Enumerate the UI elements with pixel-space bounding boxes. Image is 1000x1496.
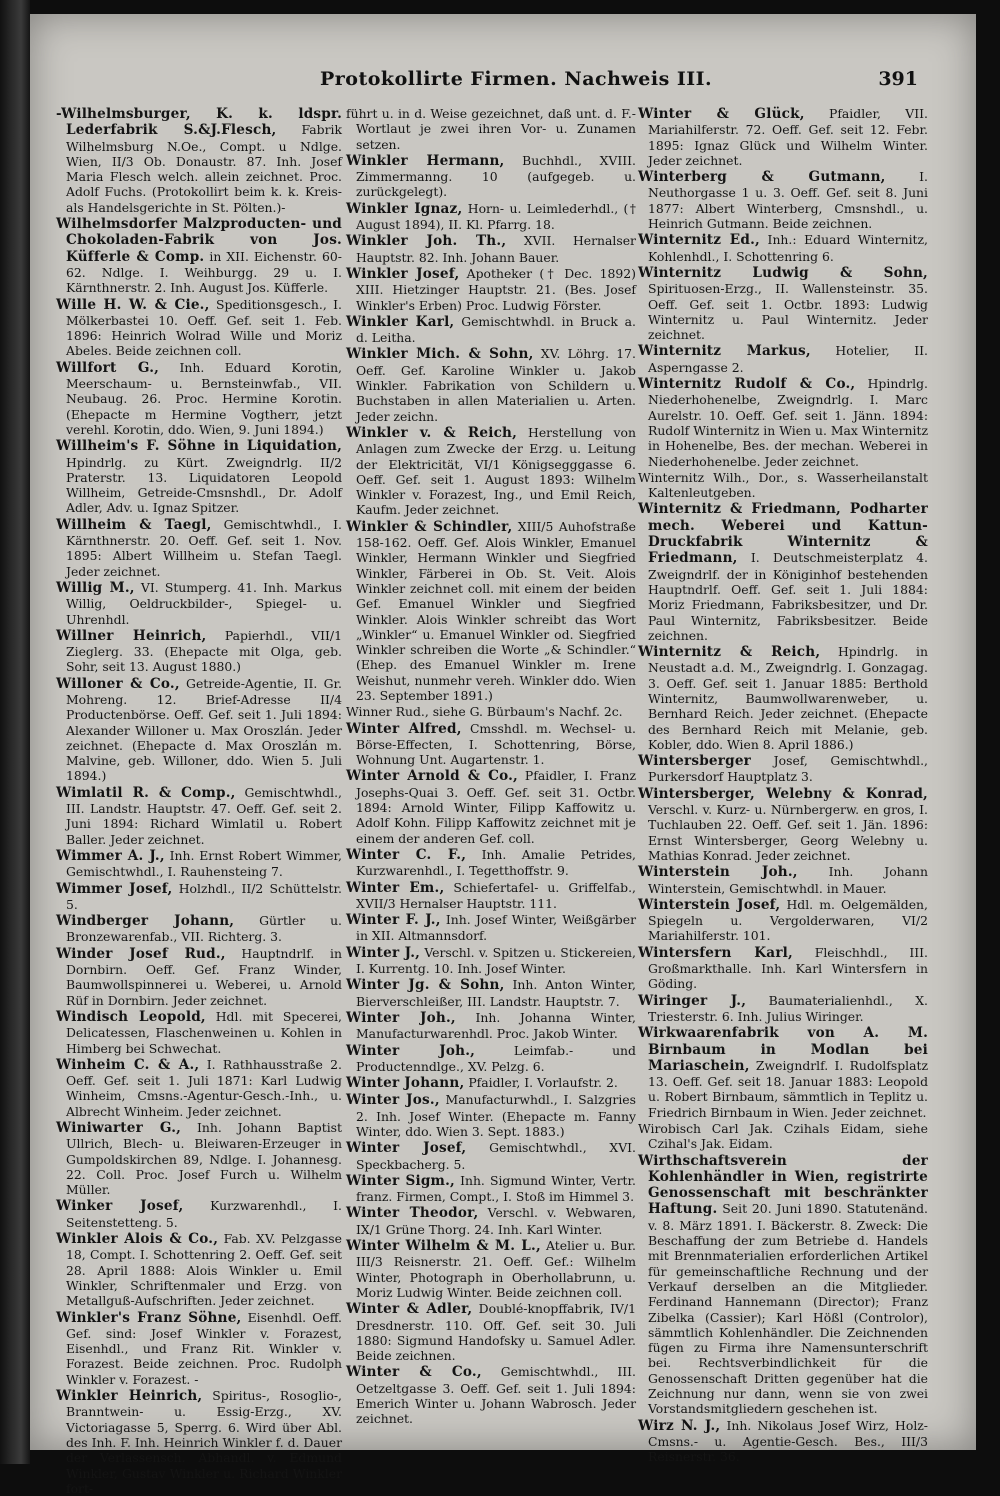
entry-text: Baumaterialienhdl., X. Triesterstr. 6. Inh. Julius Wiringer.	[648, 992, 928, 1024]
entry-text: Pfaidler, VII. Mariahilferstr. 72. Oeff. Gef. seit 12. Febr. 1895: Ignaz Glück und Wilhelm Winter. Jeder zeichnet.	[648, 106, 928, 168]
entry-text: Holzhdl., II/2 Schüttelstr. 5.	[66, 880, 343, 912]
directory-entry	[346, 425, 636, 518]
directory-entry	[638, 897, 928, 944]
column-1	[56, 106, 343, 1496]
entry-text: Josef, Gemischtwhdl., Purkersdorf Hauptplatz 3.	[648, 753, 928, 785]
entry-text: Eisenhdl. Oeff. Gef. sind: Josef Winkler v. Forazest, Eisenhdl., und Franz Rit. Winkler v. Forazest. Beide zeichnen. Proc. Rudolph Winkler v. Forazest. -	[66, 1309, 342, 1387]
directory-entry	[638, 644, 928, 752]
directory-entry	[346, 704, 636, 719]
firm-name: Winkler v. & Reich,	[346, 424, 518, 441]
entry-text: Inh. Josef Winter, Weißgärber in XII. Altmannsdorf.	[356, 912, 636, 944]
entry-text: Gemischtwhdl., III. Landstr. Hauptstr. 47. Oeff. Gef. seit 2. Juni 1894: Richard Wimlatil u. Robert Baller. Jeder zeichnet.	[66, 784, 342, 847]
directory-entry	[346, 106, 636, 152]
entry-text: Gemischtwhdl. in Bruck a. d. Leitha.	[356, 313, 636, 346]
directory-entry	[56, 881, 342, 913]
firm-name: Windisch Leopold,	[56, 1008, 206, 1025]
entry-text: Inh. Johann Baptist Ullrich, Blech- u. Bleiwaren-Erzeuger in Gumpoldskirchen 89, Ndlge. I. Johannesg. 22. Coll. Proc. Josef Furch u. Wilhelm Müller.	[66, 1120, 342, 1198]
firm-name: Winter & Co.,	[346, 1364, 482, 1381]
entry-text: Apotheker († Dec. 1892) XIII. Hietzinger Hauptstr. 21. (Bes. Josef Winkler's Erben) Proc. Ludwig Förster.	[356, 265, 636, 313]
firm-name: Wimmer Josef,	[56, 880, 173, 897]
directory-entry	[346, 519, 636, 704]
firm-name: Winter Jg. & Sohn,	[346, 977, 505, 994]
entry-text: Schiefertafel- u. Griffelfab., XVII/3 Hernalser Hauptstr. 111.	[356, 879, 636, 911]
directory-entry	[56, 297, 342, 359]
directory-entry	[346, 945, 636, 977]
firm-name: Winter Johann,	[346, 1075, 465, 1092]
entry-text: Leimfab.- und Productenndlge., XV. Pelzg. 6.	[356, 1042, 636, 1074]
directory-entry	[638, 265, 928, 342]
entry-text: Hdl. mit Specerei, Delicatessen, Flaschenweinen u. Kohlen in Himberg bei Schwechat.	[66, 1008, 342, 1056]
entry-text: Kurzwarenhdl., I. Seitenstetteng. 5.	[66, 1198, 342, 1230]
firm-name: Winternitz & Reich,	[638, 644, 821, 661]
entry-text: Pfaidler, I. Franz Josephs-Quai 3. Oeff. Gef. seit 31. Octbr. 1894: Arnold Winter, Filipp Kaffowitz u. Adolf Kohn. Filipp Kaffowitz zeichnet mit je einem der anderen Gef. coll.	[356, 768, 636, 846]
entry-text: Hotelier, II. Asperngasse 2.	[648, 343, 928, 375]
firm-name: Winiwarter G.,	[56, 1120, 182, 1136]
entry-text: führt u. in d. Weise gezeichnet, daß unt. d. F.-Wortlaut je zwei ihren Vor- u. Zunamen setzen.	[346, 106, 636, 152]
entry-text: Fab. XV. Pelzgasse 18, Compt. I. Schottenring 2. Oeff. Gef. seit 28. April 1888: Alois Winkler u. Emil Winkler, Schriftenmaler und Erzg. von Metallguß-Aufschriften. Jeder zeichnet.	[66, 1231, 342, 1309]
entry-text: Hauptndrlf. in Dornbirn. Oeff. Gef. Franz Winder, Baumwollspinnerei u. Weberei, u. Arnold Rüf in Dornbirn. Jeder zeichnet.	[66, 945, 342, 1008]
directory-entry	[346, 1238, 636, 1300]
entry-text: Winternitz Wilh., Dor., s. Wasserheilanstalt Kaltenleutgeben.	[638, 469, 928, 501]
entry-text: Manufacturwhdl., I. Salzgries 2. Inh. Josef Winter. (Ehepacte m. Fanny Winter, ddo. Wien 3. Sept. 1883.)	[356, 1092, 636, 1139]
directory-entry	[638, 376, 928, 469]
firm-name: Winkler Alois & Co.,	[56, 1231, 219, 1248]
directory-entry	[346, 346, 636, 423]
firm-name: Winter F. J.,	[346, 912, 441, 929]
entry-text: Seit 20. Juni 1890. Statutenänd. v. 8. März 1891. I. Bäckerstr. 8. Zweck: Die Beschaffung der zum Betriebe d. Handels mit Brennmaterialien erforderlichen Artikel für gemeinschaftliche Rechnung und der Verkauf derselben an die Mitglieder. Ferdinand Hannemann (Director); Franz Zibelka (Cassier); Karl Hößl (Controlor), sämmtlich Kohlenhändler. Die Zeichnenden fügen zu Firma ihre Namensunterschrift bei. Rechtsverbindlichkeit für die Genossenschaft Dritten gegenüber hat die Zeichnung nur dann, wenn sie von zwei Vorstandsmitgliedern geschehen ist.	[648, 1201, 928, 1417]
entry-text: I. Neuthorgasse 1 u. 3. Oeff. Gef. seit 8. Juni 1877: Albert Winterberg, Cmsnshdl., u. Heinrich Gutmann. Beide zeichnen.	[648, 169, 928, 232]
directory-entry	[56, 216, 342, 295]
directory-entry	[638, 343, 928, 375]
firm-name: Winter & Adler,	[346, 1301, 473, 1318]
firm-name: Winter Theodor,	[346, 1205, 479, 1222]
firm-name: Winter Em.,	[346, 879, 445, 896]
directory-entry	[638, 993, 928, 1025]
entry-text: Doublé-knopffabrik, IV/1 Dresdnerstr. 110. Off. Gef. seit 30. Juli 1880: Sigmund Handofsky u. Samuel Adler. Beide zeichnen.	[356, 1301, 636, 1364]
firm-name: Winkler Mich. & Sohn,	[346, 346, 534, 363]
entry-text: Fleischhdl., III. Großmarkthalle. Inh. Karl Wintersfern in Göding.	[648, 944, 928, 992]
entry-text: Inh. Eduard Korotin, Meerschaum- u. Bernsteinwfab., VII. Neubaug. 26. Proc. Hermine Korotin. (Ehepacte m Hermine Vogtherr, jetzt verehl. Korotin, ddo. Wien, 9. Juni 1894.)	[66, 359, 342, 437]
firm-name: Wilhelmsdorfer Malzproducten- und Chokoladen-Fabrik von Jos. Küfferle & Comp.	[56, 216, 342, 265]
firm-name: Wintersberger	[638, 753, 752, 770]
entry-text: Getreide-Agentie, II. Gr. Mohreng. 12. Brief-Adresse II/4 Productenbörse. Oeff. Gef. seit 1. Juli 1894: Alexander Willoner u. Max Oroszlán. Jeder zeichnet. (Ehepacte d. Max Oroszlán m. Malvine, geb. Willoner, ddo. Wien 5. Juli 1894.)	[66, 675, 342, 784]
directory-entry	[56, 848, 342, 880]
directory-entry	[56, 1057, 342, 1119]
entry-text: Inh. Anton Winter, Bierverschleißer, III. Landstr. Hauptstr. 7.	[356, 977, 636, 1009]
directory-entry	[638, 864, 928, 896]
directory-entry	[346, 768, 636, 845]
firm-name: Winterstein Josef,	[638, 896, 781, 913]
directory-entry	[638, 169, 928, 231]
directory-entry	[346, 1075, 636, 1091]
directory-entry	[346, 1092, 636, 1139]
entry-text: Inh. Johanna Winter, Manufacturwarenhdl. Proc. Jakob Winter.	[356, 1009, 636, 1042]
entry-text: Cmsshdl. m. Wechsel- u. Börse-Effecten, I. Schottenring, Börse, Wohnung Unt. Augartenstr. 1.	[356, 720, 636, 768]
directory-entry	[346, 721, 636, 768]
entry-text: I. Deutschmeisterplatz 4. Zweigndrlf. der in Königinhof bestehenden Hauptndrlf. Oeff. Gef. seit 1. Juli 1884: Moriz Friedmann, Fabriksbesitzer, und Dr. Paul Winternitz, Fabriksbesitzer. Beide zeichnen.	[648, 550, 928, 643]
entry-text: Hpindrlg. zu Kürt. Zweigndrlg. II/2 Praterstr. 13. Liquidatoren Leopold Willheim, Getreide-Cmsnshdl., Dr. Adolf Adler, Adv. u. Ignaz Spitzer.	[66, 454, 342, 516]
directory-entry	[56, 946, 342, 1008]
entry-text: Fabrik Wilhelmsburg N.Oe., Compt. u Ndlge. Wien, II/3 Ob. Donaustr. 87. Inh. Josef Maria Flesch welch. allein zeichnet. Proc. Adolf Fuchs. (Protokollirt beim k. k. Kreis- als Handelsgerichte in St. Pölten.)-	[66, 122, 342, 215]
entry-text: in XII. Eichenstr. 60-62. Ndlge. I. Weihburgg. 29 u. I. Kärnthnerstr. 2. Inh. August Jos. Küfferle.	[66, 248, 342, 296]
firm-name: Willheim's F. Söhne in Liquidation,	[56, 438, 342, 455]
entry-text: Spirituosen-Erzg., II. Wallensteinstr. 35. Oeff. Gef. seit 1. Octbr. 1893: Ludwig Winternitz u. Paul Winternitz. Jeder zeichnet.	[648, 281, 928, 343]
entry-text: Spiritus-, Rosoglio-, Branntwein- u. Essig-Erzg., XV. Victoriagasse 5, Sperrg. 6. Wird über Abl. des Inh. F. Inh. Heinrich Winkler f. d. Dauer der Verlassensch. Abhandl. v. Edmund Winkler, Gustav Winkler u. Richard Winkler fort-	[66, 1388, 342, 1496]
entry-text: XVII. Hernalser Hauptstr. 82. Inh. Johann Bauer.	[356, 233, 636, 265]
firm-name: Winder Josef Rud.,	[56, 945, 226, 962]
firm-name: Winker Josef,	[56, 1198, 184, 1215]
firm-name: Willheim & Taegl,	[56, 516, 212, 533]
entry-text: Gemischtwhdl., I. Kärnthnerstr. 20. Oeff. Gef. seit 1. Nov. 1895: Albert Willheim u. Stefan Taegl. Jeder zeichnet.	[66, 516, 342, 579]
directory-entry	[638, 786, 928, 863]
firm-name: Winterberg & Gutmann,	[638, 169, 886, 186]
entry-text: Horn- u. Leimlederhdl., († August 1894), II. Kl. Pfarrg. 18.	[356, 200, 636, 233]
directory-entry	[346, 977, 636, 1009]
directory-entry	[346, 233, 636, 265]
firm-name: Wimmer A. J.,	[56, 847, 165, 864]
firm-name: Winter Sigm.,	[346, 1172, 455, 1189]
firm-name: Winter Joh.,	[346, 1042, 476, 1059]
entry-text: Gürtler u. Bronzewarenfab., VII. Richterg. 3.	[66, 913, 342, 945]
directory-entry	[638, 753, 928, 785]
firm-name: -Wilhelmsburger, K. k. ldspr. Lederfabrik S.&J.Flesch,	[56, 106, 342, 139]
firm-name: Wirz N. J.,	[638, 1417, 721, 1434]
entry-text: Inh. Nikolaus Josef Wirz, Holz-Cmsns.- u. Agentie-Gesch. Bes., III/3 Reisnerstr. 36.	[648, 1417, 928, 1465]
directory-entry	[346, 1364, 636, 1426]
entry-text: Speditionsgesch., I. Mölkerbastei 10. Oeff. Gef. seit 1. Feb. 1896: Heinrich Wolrad Wille und Moriz Abeles. Beide zeichnen coll.	[66, 296, 342, 359]
directory-entry	[56, 1310, 342, 1387]
firm-name: Winter C. F.,	[346, 846, 467, 863]
entry-text: Papierhdl., VII/1 Zieglerg. 33. (Ehepacte mit Olga, geb. Sohr, seit 13. August 1880.)	[66, 627, 342, 675]
firm-name: Winter & Glück,	[638, 106, 805, 122]
entry-text: Gemischtwhdl., XVI. Speckbacherg. 5.	[356, 1140, 636, 1172]
directory-entry	[346, 314, 636, 346]
firm-name: Willoner & Co.,	[56, 675, 180, 692]
directory-entry	[346, 880, 636, 912]
directory-entry	[56, 1388, 342, 1496]
firm-name: Winter Joh.,	[346, 1009, 456, 1026]
binding-edge	[0, 0, 30, 1464]
directory-entry	[638, 1121, 928, 1152]
firm-name: Wirthschaftsverein der Kohlenhändler in Wien, registrirte Genossenschaft mit beschränkter Haftung.	[638, 1152, 928, 1218]
entry-text: Pfaidler, I. Vorlaufstr. 2.	[468, 1075, 618, 1091]
directory-entry	[56, 628, 342, 675]
directory-entry	[56, 106, 342, 215]
entry-text: Inh.: Eduard Winternitz, Kohlenhdl., I. Schottenring 6.	[648, 232, 928, 264]
entry-text: Hpindrlg. in Neustadt a.d. M., Zweigndrlg. I. Gonzagag. 3. Oeff. Gef. seit 1. Januar 1885: Berthold Winternitz, Baumwollwarenweber, u. Bernhard Reich. Jeder zeichnet. (Ehepacte des Bernhard Reich mit Melanie, geb. Kobler, ddo. Wien 8. April 1886.)	[648, 644, 928, 752]
directory-entry	[346, 1010, 636, 1042]
entry-text: Verschl. v. Spitzen u. Stickereien, I. Kurrentg. 10. Inh. Josef Winter.	[356, 944, 636, 977]
firm-name: Winheim C. & A.,	[56, 1056, 200, 1073]
entry-text: Inh. Ernst Robert Wimmer, Gemischtwhdl., I. Rauhensteing 7.	[66, 847, 342, 880]
directory-entry	[346, 266, 636, 313]
directory-entry	[56, 517, 342, 579]
directory-entry	[638, 1025, 928, 1120]
firm-name: Wintersberger, Welebny & Konrad,	[638, 785, 928, 802]
entry-text: Winner Rud., siehe G. Bürbaum's Nachf. 2c.	[346, 704, 623, 720]
directory-entry	[56, 913, 342, 945]
entry-text: Herstellung von Anlagen zum Zwecke der Erzg. u. Leitung der Elektricität, VI/1 Königsegggasse 6. Oeff. Gef. seit 1. August 1893: Wilhelm Winkler v. Forazest, Ing., und Emil Reich, Kaufm. Jeder zeichnet.	[356, 424, 636, 518]
entry-text: Verschl. v. Kurz- u. Nürnbergerw. en gros, I. Tuchlauben 22. Oeff. Gef. seit 1. Jän. 1896: Ernst Wintersberger, Georg Welebny u. Mathias Konrad. Jeder zeichnet.	[648, 802, 928, 863]
directory-entry	[346, 1140, 636, 1172]
firm-name: Wirkwaarenfabrik von A. M. Birnbaum in Modlan bei Mariaschein,	[638, 1025, 928, 1074]
firm-name: Wille H. W. & Cie.,	[56, 296, 210, 313]
firm-name: Winternitz Ed.,	[638, 232, 760, 249]
firm-name: Wimlatil R. & Comp.,	[56, 784, 236, 801]
directory-entry	[346, 1301, 636, 1363]
firm-name: Willfort G.,	[56, 359, 160, 376]
firm-name: Winter Jos.,	[346, 1092, 440, 1109]
directory-entry	[638, 106, 928, 168]
directory-entry	[346, 912, 636, 944]
directory-entry	[56, 438, 342, 515]
directory-entry	[638, 1153, 928, 1417]
directory-entry	[346, 201, 636, 233]
scanned-page	[30, 14, 976, 1496]
directory-entry	[56, 360, 342, 437]
directory-entry	[638, 1418, 928, 1465]
entry-text: Verschl. v. Webwaren, IX/1 Grüne Thorg. 24. Inh. Karl Winter.	[356, 1205, 636, 1237]
column-2	[346, 106, 636, 1436]
entry-text: Zweigndrlf. I. Rudolfsplatz 13. Oeff. Gef. seit 18. Januar 1883: Leopold u. Robert Birnbaum, sämmtlich in Teplitz u. Friedrich Birnbaum in Wien. Jeder zeichnet.	[648, 1057, 928, 1120]
firm-name: Windberger Johann,	[56, 913, 235, 930]
entry-text: XV. Löhrg. 17. Oeff. Gef. Karoline Winkler u. Jakob Winkler. Fabrikation von Schildern u. Buchstaben in allen Materialien u. Arten. Jeder zeichn.	[356, 346, 636, 424]
directory-entry	[638, 470, 928, 501]
directory-entry	[56, 785, 342, 847]
firm-name: Willig M.,	[56, 579, 135, 596]
directory-entry	[346, 1173, 636, 1205]
directory-entry	[638, 232, 928, 264]
directory-entry	[56, 580, 342, 627]
directory-entry	[56, 1231, 342, 1308]
directory-entry	[346, 1043, 636, 1075]
firm-name: Winkler Heinrich,	[56, 1388, 203, 1405]
column-3	[638, 106, 928, 1465]
directory-entry	[346, 1205, 636, 1237]
firm-name: Winkler Hermann,	[346, 152, 505, 169]
directory-entry	[56, 1198, 342, 1230]
firm-name: Winter Wilhelm & M. L.,	[346, 1238, 541, 1255]
directory-entry	[56, 676, 342, 784]
entry-text: I. Rathhausstraße 2. Oeff. Gef. seit 1. Juli 1871: Karl Ludwig Winheim, Cmsns.-Agentur-Gesch.-Inh., u. Albrecht Winheim. Jeder zeichnet.	[66, 1056, 342, 1119]
firm-name: Winkler Joh. Th.,	[346, 233, 507, 250]
entry-text: Inh. Sigmund Winter, Vertr. franz. Firmen, Compt., I. Stoß im Himmel 3.	[356, 1172, 636, 1205]
directory-entry	[638, 945, 928, 992]
running-title: Protokollirte Firmen. Nachweis III.	[320, 68, 713, 90]
directory-entry	[346, 847, 636, 879]
page-number: 391	[878, 68, 918, 90]
firm-name: Winkler Karl,	[346, 313, 455, 330]
firm-name: Winternitz & Friedmann, Podharter mech. Weberei und Kattun-Druckfabrik Winternitz & Friedmann,	[638, 501, 928, 567]
entry-text: Inh. Johann Winterstein, Gemischtwhdl. in Mauer.	[648, 864, 928, 896]
entry-text: Atelier u. Bur. III/3 Reisnerstr. 21. Oeff. Gef.: Wilhelm Winter, Photograph in Oberhollabrunn, u. Moriz Ludwig Winter. Beide zeichnen coll.	[356, 1238, 636, 1300]
firm-name: Winter J.,	[346, 944, 421, 961]
firm-name: Winterstein Joh.,	[638, 864, 798, 881]
directory-entry	[56, 1120, 342, 1197]
firm-name: Winternitz Ludwig & Sohn,	[638, 264, 928, 281]
firm-name: Winternitz Rudolf & Co.,	[638, 376, 856, 393]
firm-name: Willner Heinrich,	[56, 627, 207, 644]
firm-name: Winkler Josef,	[346, 265, 460, 282]
entry-text: XIII/5 Auhofstraße 158-162. Oeff. Gef. Alois Winkler, Emanuel Winkler, Hermann Winkler und Siegfried Winkler, Färberei in Ob. St. Veit. Alois Winkler zeichnet coll. mit einem der beiden Gef. Emanuel Winkler und Siegfried Winkler. Alois Winkler schreibt das Wort „Winkler“ u. Emanuel Winkler od. Siegfried Winkler schreiben die Worte „& Schindler.“ (Ehep. des Emanuel Winkler m. Irene Weishut, nunmehr vereh. Winkler ddo. Wien 23. September 1891.)	[356, 518, 636, 703]
firm-name: Winter Josef,	[346, 1140, 467, 1157]
firm-name: Wiringer J.,	[638, 992, 747, 1009]
firm-name: Wintersfern Karl,	[638, 944, 793, 961]
entry-text: Hdl. m. Oelgemälden, Spiegeln u. Vergolderwaren, VI/2 Mariahilferstr. 101.	[648, 896, 928, 944]
entry-text: Wirobisch Carl Jak. Czihals Eidam, siehe Czihal's Jak. Eidam.	[638, 1121, 928, 1152]
entry-text: VI. Stumperg. 41. Inh. Markus Willig, Oeldruckbilder-, Spiegel- u. Uhrenhdl.	[66, 579, 342, 627]
entry-text: Hpindrlg. Niederhohenelbe, Zweigndrlg. I. Marc Aurelstr. 10. Oeff. Gef. seit 1. Jänn. 1894: Rudolf Winternitz in Wien u. Max Winternitz in Hohenelbe, Bes. der mechan. Weberei in Niederhohenelbe. Jeder zeichnet.	[648, 376, 928, 469]
entry-text: Gemischtwhdl., III. Oetzeltgasse 3. Oeff. Gef. seit 1. Juli 1894: Emerich Winter u. Johann Wabrosch. Jeder zeichnet.	[356, 1364, 636, 1427]
page-header	[30, 68, 976, 98]
firm-name: Winter Alfred,	[346, 720, 462, 737]
firm-name: Winkler's Franz Söhne,	[56, 1309, 242, 1326]
firm-name: Winternitz Markus,	[638, 343, 811, 360]
directory-entry	[346, 153, 636, 200]
entry-text: Inh. Amalie Petrides, Kurzwarenhdl., I. Tegetthoffstr. 9.	[356, 846, 636, 879]
firm-name: Winkler & Schindler,	[346, 518, 513, 535]
entry-text: Buchhdl., XVIII. Zimmermanng. 10 (aufgegeb. u. zurückgelegt).	[356, 152, 636, 200]
directory-entry	[638, 501, 928, 643]
firm-name: Winkler Ignaz,	[346, 200, 463, 217]
directory-entry	[56, 1009, 342, 1056]
firm-name: Winter Arnold & Co.,	[346, 768, 518, 785]
